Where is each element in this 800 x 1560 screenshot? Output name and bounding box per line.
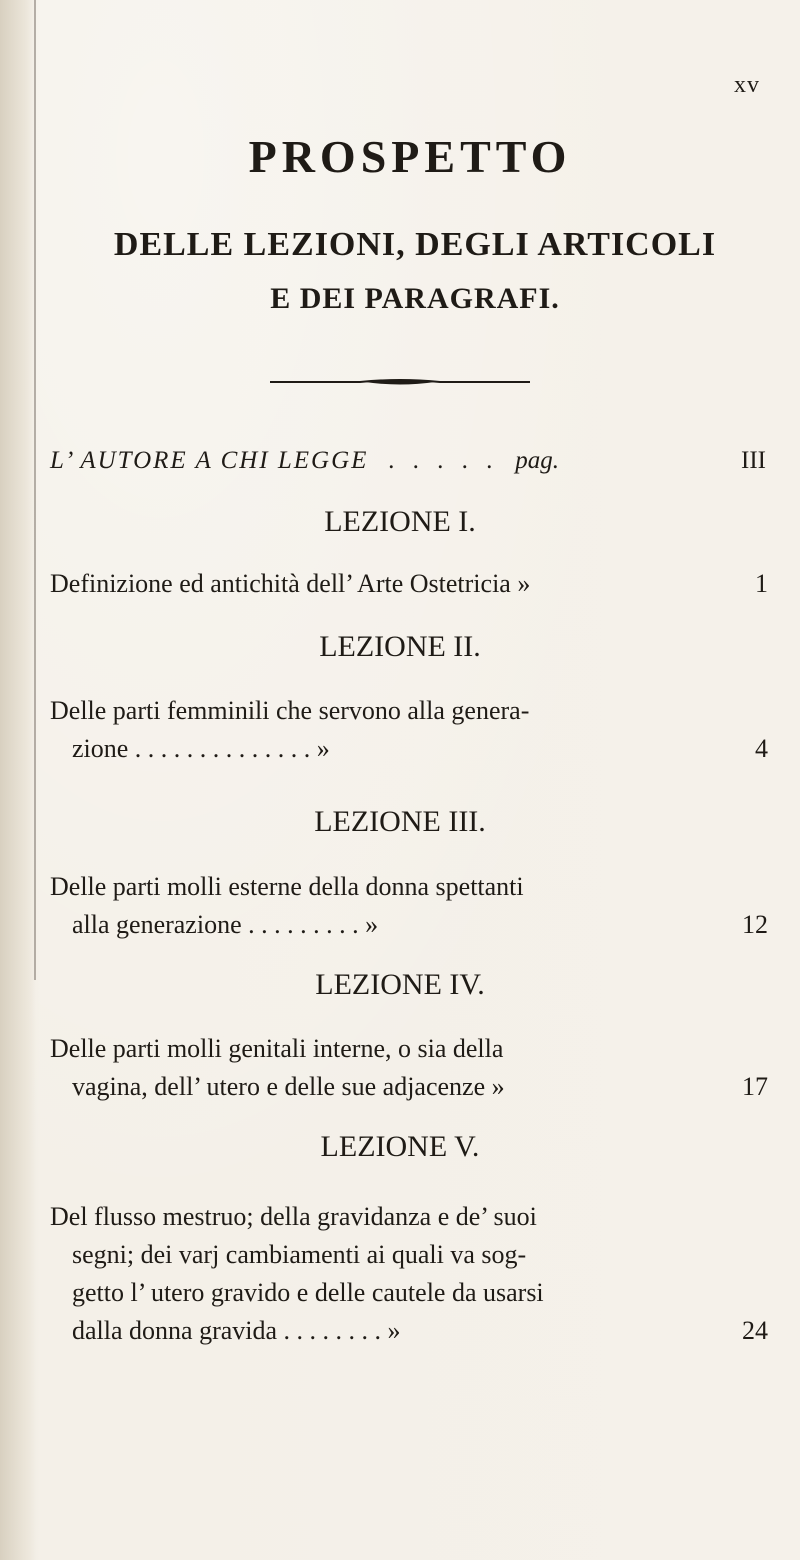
lesson-4-page: 17 — [742, 1072, 768, 1101]
subtitle-line-2: E DEI PARAGRAFI. — [270, 282, 560, 315]
ornamental-rule — [270, 378, 530, 386]
lesson-entry-5 — [50, 1198, 768, 1350]
lesson-5-line-3: getto l’ utero gravido e delle cautele da usarsi — [72, 1278, 544, 1307]
lesson-heading-5: LEZIONE V. — [320, 1130, 480, 1163]
lesson-entry-1 — [50, 565, 768, 603]
subtitle-line-1: DELLE LEZIONI, DEGLI ARTICOLI — [113, 226, 717, 263]
lesson-heading-2: LEZIONE II. — [319, 630, 481, 663]
lesson-2-line-1: Delle parti femminili che servono alla genera- — [50, 696, 530, 725]
lesson-5-line-1: Del flusso mestruo; della gravidanza e de’ suoi — [50, 1202, 537, 1231]
author-entry-page: III — [741, 447, 766, 474]
page-title: PROSPETTO — [248, 131, 572, 182]
lesson-3-page: 12 — [742, 910, 768, 939]
lesson-1-line-1: Definizione ed antichità dell’ Arte Ostetricia » 1 — [50, 565, 768, 603]
author-entry-page-label: pag. — [515, 447, 559, 474]
lesson-2-page: 4 — [755, 734, 768, 763]
lesson-3-line-1: Delle parti molli esterne della donna spettanti — [50, 872, 524, 901]
lesson-4-line-1: Delle parti molli genitali interne, o sia della — [50, 1034, 504, 1063]
author-entry-leader: . . . . . — [388, 447, 499, 474]
lesson-5-line-4: dalla donna gravida . . . . . . . . » 24 — [50, 1312, 768, 1350]
lesson-2-line-2: zione . . . . . . . . . . . . . . » 4 — [50, 730, 768, 768]
page-gutter — [0, 0, 36, 1560]
lesson-5-line-2: segni; dei varj cambiamenti ai quali va sog- — [72, 1240, 527, 1269]
lesson-entry-2 — [50, 692, 768, 768]
lesson-heading-1: LEZIONE I. — [324, 505, 476, 538]
lesson-1-page: 1 — [755, 569, 768, 598]
lesson-3-line-2: alla generazione . . . . . . . . . » 12 — [50, 906, 768, 944]
author-entry-label: L’ AUTORE A CHI LEGGE — [50, 447, 369, 474]
page-number: xv — [734, 72, 760, 98]
lesson-4-line-2: vagina, dell’ utero e delle sue adjacenze » 17 — [50, 1068, 768, 1106]
lesson-heading-3: LEZIONE III. — [314, 805, 486, 838]
lesson-heading-4: LEZIONE IV. — [315, 968, 485, 1001]
lesson-5-page: 24 — [742, 1316, 768, 1345]
lesson-entry-4 — [50, 1030, 768, 1106]
lesson-entry-3 — [50, 868, 768, 944]
toc-entry-author — [50, 445, 766, 477]
